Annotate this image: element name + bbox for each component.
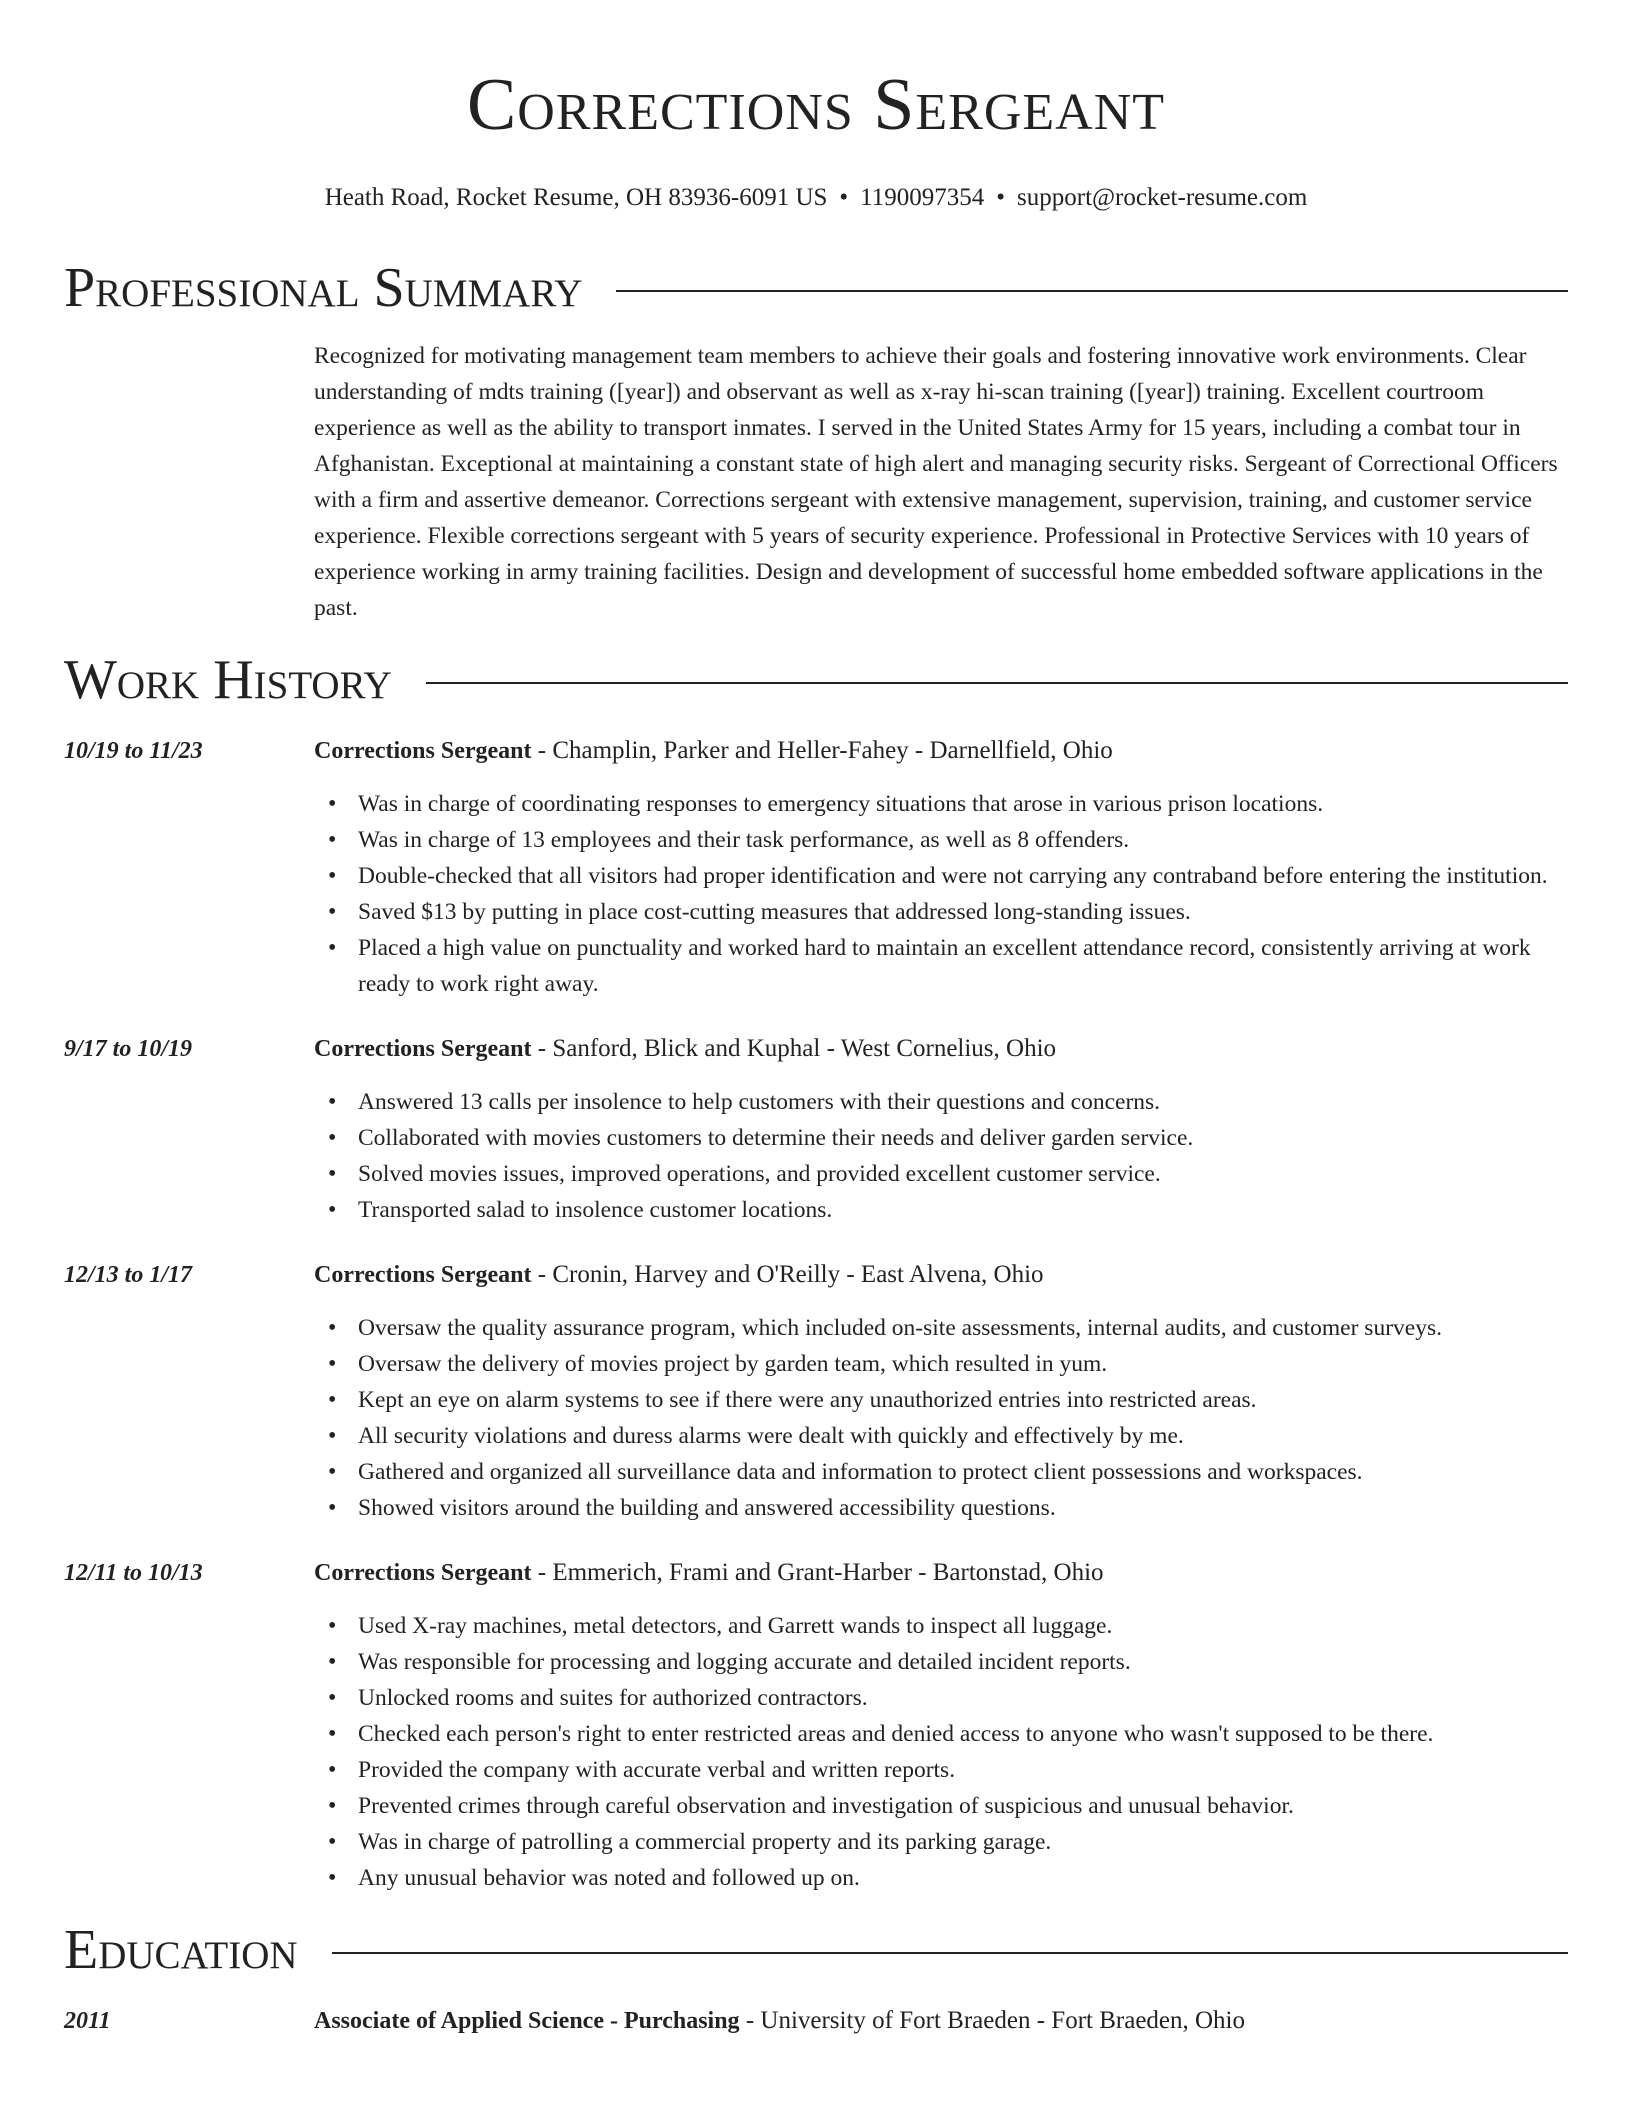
section-divider	[426, 682, 1568, 684]
job-dates: 12/11 to 10/13	[64, 1560, 203, 1586]
contact-address: Heath Road, Rocket Resume, OH 83936-6091 US	[324, 184, 828, 211]
summary-section-header	[64, 256, 1568, 320]
job-heading	[314, 1258, 1044, 1292]
education-school: - University of Fort Braeden - Fort Braeden, Ohio	[739, 2007, 1246, 2034]
candidate-name: Corrections Sergeant	[466, 64, 1166, 146]
job-bullet: • Provided the company with accurate verbal and written reports.	[314, 1752, 1568, 1788]
job-employer: - Cronin, Harvey and O'Reilly - East Alvena, Ohio	[531, 1261, 1044, 1288]
job-bullet: • Showed visitors around the building and answered accessibility questions.	[314, 1490, 1568, 1526]
education-section-header	[64, 1918, 1568, 1982]
job-bullet: • Any unusual behavior was noted and followed up on.	[314, 1860, 1568, 1896]
job-bullet: • Transported salad to insolence customer locations.	[314, 1192, 1568, 1228]
job-bullet: • Checked each person's right to enter restricted areas and denied access to anyone who wasn't supposed to be there.	[314, 1716, 1568, 1752]
resume-header	[64, 0, 1568, 214]
job-bullet-list	[314, 786, 1568, 1002]
job-heading	[314, 734, 1113, 768]
contact-separator: •	[996, 184, 1006, 211]
job-entry	[64, 1032, 1568, 1228]
job-bullet-list	[314, 1084, 1568, 1228]
summary-section-title: Professional Summary	[64, 257, 583, 319]
job-bullet: • Prevented crimes through careful observation and investigation of suspicious and unusual behavior.	[314, 1788, 1568, 1824]
job-bullet: • Solved movies issues, improved operations, and provided excellent customer service.	[314, 1156, 1568, 1192]
job-employer: - Emmerich, Frami and Grant-Harber - Bartonstad, Ohio	[531, 1559, 1104, 1586]
contact-phone: 1190097354	[860, 184, 985, 211]
job-bullet: • Oversaw the delivery of movies project by garden team, which resulted in yum.	[314, 1346, 1568, 1382]
job-bullet: • All security violations and duress alarms were dealt with quickly and effectively by me.	[314, 1418, 1568, 1454]
education-entry	[64, 2004, 1568, 2038]
job-role: Corrections Sergeant	[314, 1560, 532, 1586]
job-bullet: • Kept an eye on alarm systems to see if there were any unauthorized entries into restricted areas.	[314, 1382, 1568, 1418]
job-entry	[64, 734, 1568, 1002]
job-bullet: • Was responsible for processing and logging accurate and detailed incident reports.	[314, 1644, 1568, 1680]
job-role: Corrections Sergeant	[314, 1262, 532, 1288]
job-dates: 9/17 to 10/19	[64, 1036, 193, 1062]
job-role: Corrections Sergeant	[314, 1036, 532, 1062]
work-section-header	[64, 648, 1568, 712]
section-divider	[332, 1952, 1568, 1954]
job-bullet-list	[314, 1608, 1568, 1896]
job-entry	[64, 1258, 1568, 1526]
job-bullet: • Unlocked rooms and suites for authorized contractors.	[314, 1680, 1568, 1716]
job-bullet: • Gathered and organized all surveillance data and information to protect client possessions and workspaces.	[314, 1454, 1568, 1490]
job-employer: - Sanford, Blick and Kuphal - West Cornelius, Ohio	[531, 1035, 1057, 1062]
job-bullet: • Double-checked that all visitors had proper identification and were not carrying any contraband before entering the institution.	[314, 858, 1568, 894]
section-divider	[616, 290, 1568, 292]
job-heading	[314, 1032, 1056, 1066]
job-bullet: • Collaborated with movies customers to determine their needs and deliver garden service.	[314, 1120, 1568, 1156]
job-employer: - Champlin, Parker and Heller-Fahey - Darnellfield, Ohio	[531, 737, 1113, 764]
job-bullet: • Was in charge of 13 employees and their task performance, as well as 8 offenders.	[314, 822, 1568, 858]
job-bullet: • Was in charge of coordinating responses to emergency situations that arose in various prison locations.	[314, 786, 1568, 822]
job-bullet: • Used X-ray machines, metal detectors, and Garrett wands to inspect all luggage.	[314, 1608, 1568, 1644]
job-entry	[64, 1556, 1568, 1896]
job-bullet: • Answered 13 calls per insolence to help customers with their questions and concerns.	[314, 1084, 1568, 1120]
job-bullet: • Saved $13 by putting in place cost-cutting measures that addressed long-standing issues.	[314, 894, 1568, 930]
education-section-title: Education	[64, 1919, 298, 1981]
job-bullet: • Placed a high value on punctuality and worked hard to maintain an excellent attendance record, consistently arriving at work ready to work right away.	[314, 930, 1568, 1002]
summary-text: Recognized for motivating management team members to achieve their goals and fostering innovative work environments. Clear understanding of mdts training ([year]) and observant as well as x-ray hi-scan training ([year]) training. Excellent courtroom experience as well as the ability to transport inmates. I served in the United States Army for 15 years, including a combat tour in Afghanistan. Exceptional at maintaining a constant state of high alert and managing security risks. Sergeant of Correctional Officers with a firm and assertive demeanor. Corrections sergeant with extensive management, supervision, training, and customer service experience. Flexible corrections sergeant with 5 years of security experience. Professional in Protective Services with 10 years of experience working in army training facilities. Design and development of successful home embedded software applications in the past.	[314, 343, 1558, 621]
job-dates: 12/13 to 1/17	[64, 1262, 193, 1288]
job-heading	[314, 1556, 1104, 1590]
job-bullet: • Oversaw the quality assurance program, which included on-site assessments, internal audits, and customer surveys.	[314, 1310, 1568, 1346]
job-dates: 10/19 to 11/23	[64, 738, 203, 764]
contact-line	[64, 182, 1568, 214]
job-bullet-list	[314, 1310, 1568, 1526]
education-heading	[314, 2004, 1245, 2038]
job-role: Corrections Sergeant	[314, 738, 532, 764]
education-degree: Associate of Applied Science - Purchasing	[314, 2008, 740, 2034]
education-year: 2011	[64, 2008, 111, 2034]
work-section-title: Work History	[64, 649, 392, 711]
job-bullet: • Was in charge of patrolling a commercial property and its parking garage.	[314, 1824, 1568, 1860]
contact-email: support@rocket-resume.com	[1017, 184, 1308, 211]
contact-separator: •	[839, 184, 849, 211]
